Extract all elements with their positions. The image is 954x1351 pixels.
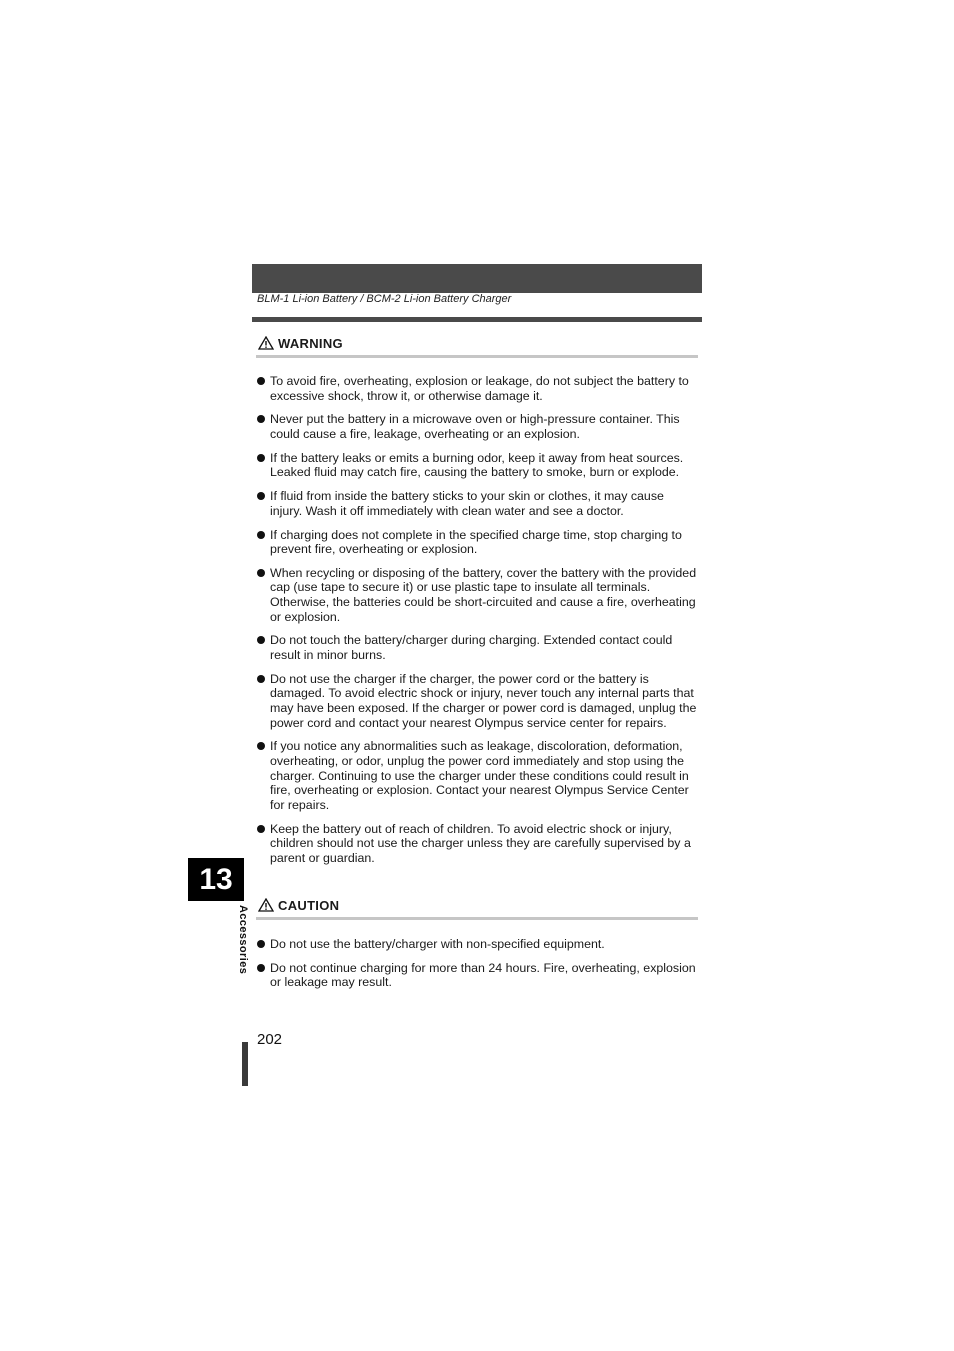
- list-item: If you notice any abnormalities such as leakage, discoloration, deformation, overheating, or odor, unplug the power cord immediately and stop using the charger. Continuing to use the charger under these conditions could result in fire, overheating or explosion. Contact your nearest Olympus Service Center for repairs.: [256, 739, 698, 812]
- bullet-icon: [257, 825, 265, 833]
- caution-heading: [258, 898, 698, 916]
- bullet-icon: [257, 636, 265, 644]
- bullet-icon: [257, 454, 265, 462]
- warning-heading: [258, 336, 698, 354]
- caution-rule: [256, 917, 698, 920]
- bullet-icon: [257, 940, 265, 948]
- running-header: BLM-1 Li-ion Battery / BCM-2 Li-ion Battery Charger: [257, 293, 512, 305]
- bullet-icon: [257, 492, 265, 500]
- list-item: Do not use the battery/charger with non-specified equipment.: [256, 937, 698, 952]
- list-item: To avoid fire, overheating, explosion or leakage, do not subject the battery to excessive shock, throw it, or otherwise damage it.: [256, 374, 698, 403]
- warning-triangle-icon: [258, 898, 274, 912]
- bullet-icon: [257, 742, 265, 750]
- warning-list: [256, 374, 698, 875]
- list-item: When recycling or disposing of the battery, cover the battery with the provided cap (use tape to secure it) or use plastic tape to insulate all terminals. Otherwise, the batteries could be short-circuited and cause a fire, overheating or explosion.: [256, 566, 698, 624]
- page-number: 202: [257, 1031, 283, 1048]
- list-item: If fluid from inside the battery sticks to your skin or clothes, it may cause injury. Wash it off immediately with clean water and see a doctor.: [256, 489, 698, 518]
- bullet-icon: [257, 377, 265, 385]
- list-item: If charging does not complete in the specified charge time, stop charging to prevent fire, overheating or explosion.: [256, 528, 698, 557]
- caution-list: [256, 937, 698, 999]
- page-marker: [242, 1042, 248, 1086]
- header-bar: [252, 264, 702, 293]
- bullet-icon: [257, 531, 265, 539]
- chapter-side-label: Accessories: [237, 905, 249, 975]
- bullet-icon: [257, 415, 265, 423]
- list-item: Keep the battery out of reach of children. To avoid electric shock or injury, children should not use the charger unless they are carefully supervised by a parent or guardian.: [256, 822, 698, 866]
- list-item: Do not use the charger if the charger, the power cord or the battery is damaged. To avoid electric shock or injury, never touch any internal parts that may have been exposed. If the charger or power cord is damaged, unplug the power cord and contact your nearest Olympus service center for repairs.: [256, 672, 698, 730]
- bullet-icon: [257, 569, 265, 577]
- list-item: Never put the battery in a microwave oven or high-pressure container. This could cause a fire, leakage, overheating or an explosion.: [256, 412, 698, 441]
- header-rule: [252, 317, 702, 322]
- warning-label: WARNING: [278, 336, 343, 351]
- list-item: Do not continue charging for more than 24 hours. Fire, overheating, explosion or leakage may result.: [256, 961, 698, 990]
- list-item: Do not touch the battery/charger during charging. Extended contact could result in minor burns.: [256, 633, 698, 662]
- bullet-icon: [257, 675, 265, 683]
- chapter-number-tab: 13: [188, 858, 244, 901]
- warning-triangle-icon: [258, 336, 274, 350]
- bullet-icon: [257, 964, 265, 972]
- list-item: If the battery leaks or emits a burning odor, keep it away from heat sources. Leaked fluid may catch fire, causing the battery to smoke, burn or explode.: [256, 451, 698, 480]
- warning-rule: [256, 355, 698, 358]
- caution-label: CAUTION: [278, 898, 340, 913]
